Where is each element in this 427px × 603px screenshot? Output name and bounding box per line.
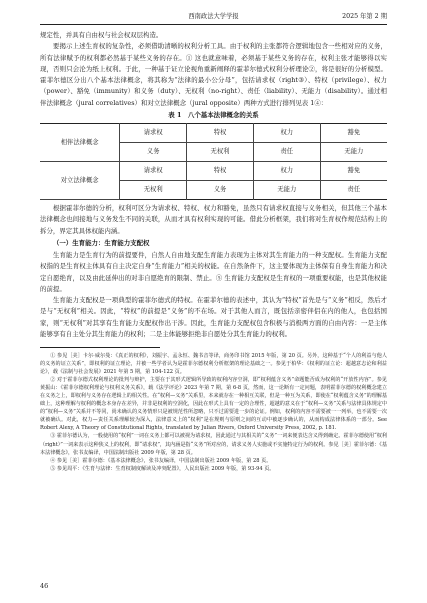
table-cell: 特权 (187, 124, 254, 143)
table-cell: 义务 (120, 143, 187, 162)
journal-name: 西南政法大学学报 (188, 13, 239, 20)
table-row (40, 162, 387, 181)
body-paragraph: 生育能力支配权是一项典型的霍菲尔德式的特权。在霍菲尔德的表述中，其认为“特权”首先是与“义务”相反，然后才是与“无权利”相关。因此，“特权”的前提是“义务”的不在场。对于其他人而言，既包括亲密伴侣在内的他人，也包括国家，则“无权利”对其享有生育能力支配权作出干涉。因此，生育能力支配权包含积极与消极两方面的自由内容：一是主体能够享有自主处分其生育能力的权利；二是主体能够拒绝非自愿处分其生育能力的权利。 (40, 296, 387, 338)
table-cell: 特权 (187, 162, 254, 181)
table-cell: 无能力 (253, 181, 320, 200)
footnote: ② 对于霍菲尔德式权利理论的批判与辩护，主要在于其形式逻辑所导致的权利内容空洞，即“权利蕴含义务”命题能否成为权利的“开放性内容”。参见黄振山：《霍菲尔德权利理论与权利义务关系》，载《法学评论》2023 年第 7 期，第 6-8 页，然而，这一论断有一定问题，表明霍菲尔德的权利概念建立在义务之上，即权利与义务存在逻辑上的相关性。在“权利—义务”关系里，本来就存在一种相互关联，但是一种互为关系，即使在“权利蕴含义务”的理解基础上，这种理解与权利的概念本身存在差异，并非是权利的空洞化，因此在形式上具有一定的合理性，超越的意义在于“权利—义务”关系与法律具体规定中的“权利—义务”关系并不等同，尚未确认的义务情形只是被规范性所忽略，只不过需要进一步的论证。例如，权利的内容不需要被一一列举，也不需要一次就被确认。对此，权力—责任关系理解较为深入，法律意义上的“权利”是在规则与原则之间的互动中被逐步确认的，从而构成法律体系的一部分。See Robert Alexy, A Theory of Constitutional Rights, translated by Julian Rivers, Oxford University Press, 2002, p. 181. (40, 377, 387, 432)
page-number: 46 (40, 582, 49, 590)
footnote: ④ 参见［美］霍菲尔德：《基本法律概念》，张书友编译，中国法制出版社 2009 年版，第 28 页。 (50, 457, 272, 464)
row-group-label: 相伴法律概念 (40, 124, 120, 162)
footnote: ① 参见［美］卡尔·威尔曼：《真正的权利》，刘振宇、孟永恒、魏书音等译，商务印书馆 2015 年版，第 20 页。另外，这种基于“个人的利益与他人的义务的证立关系”，即权利的证立理论，并被一些学者认为是霍菲尔德权利分析框架的理论基础之一。参见于柏华：《权利的证立论：超越意志论和利益论》，载《法制与社会发展》2021 年第 5 期，第 104-122 页。 (40, 353, 387, 376)
footnote: ③ 霍菲尔德认为，一般使用的“权利”一词在义务上都可以被视为请求权，因此通过与其相关的“义务”一词来便表达含义得到确定。霍菲尔德使用“权利（right）”一词来表示这种狭义上的权利，即“请求权”，其内涵是指“义务”所对应的，请求义务人实施或不实施特定行为的权利。参见［美］霍菲尔德：《基本法律概念》，张书友编译，中国法制出版社 2009 年版，第 28 页。 (40, 433, 387, 456)
table-cell: 豁免 (320, 124, 387, 143)
concepts-table (40, 123, 387, 200)
table-cell: 义务 (187, 181, 254, 200)
table-cell: 责任 (253, 143, 320, 162)
body-paragraph: 要揭示上述生育权的复杂性，必须借助清晰的权利分析工具。由于权利的主张都符合逻辑地包含一些相对应的义务，所有法律赋予的权利都必然基于某些义务的存在。① 这也就意味着，必须基于某些义务的存在，权利主张才能够得以实现，否则只会沦为纸上权利。于此，一种基于证立论视角重新阐释的霍菲尔德式权利分析理论②，将是很好的分析模型。霍菲尔德区分出八个基本法律概念，将其称为“法律的最小公分母”，包括请求权（right③）、特权（privilege）、权力（power）、豁免（immunity）和义务（duty）、无权利（no-right）、责任（liability）、无能力（disability）。通过相伴法律概念（jural correlatives）和对立法律概念（jural opposite）两种方式进行排列见表 1④： (40, 42, 387, 107)
body-paragraph: 规定性，并具有自由权与社会权双层构造。 (40, 31, 163, 39)
article-body (40, 30, 387, 473)
table-cell: 请求权 (120, 162, 187, 181)
table-cell: 无权利 (120, 181, 187, 200)
table-cell: 无权利 (187, 143, 254, 162)
table-cell: 豁免 (320, 162, 387, 181)
footnotes (40, 352, 387, 473)
table-cell: 权力 (253, 124, 320, 143)
table-cell: 权力 (253, 162, 320, 181)
table-cell: 请求权 (120, 124, 187, 143)
issue-label: 2025 年第 2 期 (342, 13, 387, 20)
table-row (40, 124, 387, 143)
table-cell: 无能力 (320, 143, 387, 162)
body-paragraph: 生育能力是生育行为的前提要件，自然人自由地支配生育能力表现为主体对其生育能力的一种支配权。生育能力支配权指的是生育权主体具有自主决定自身“生育能力”相关的权能。在自然条件下，这主要体现为主体保有自身生育能力和决定自愿绝育，以及由此延伸出的对非自愿绝育的限制、禁止。⑤ 生育能力支配权是生育权的一项重要权能，也是其他权能的前提。 (40, 251, 387, 293)
body-paragraph: 根据霍菲尔德的分析，权利可区分为请求权、特权、权力和豁免，虽然只有请求权直接与义务相关，但其他三个基本法律概念也间接地与义务发生不同的关联，从而才具有权利实现的可能。借此分析框架，我们将对生育权作规范结构上的拆分，界定其具体权能内涵。 (40, 204, 387, 235)
footnote: ⑤ 参见周平：《生育与法律：生育权制度解读及冲突配置》，人民出版社 2009 年版，第 93-94 页。 (50, 465, 275, 472)
footnote-divider (40, 347, 160, 348)
running-header (40, 10, 387, 25)
row-group-label: 对立法律概念 (40, 162, 120, 200)
table-cell: 责任 (320, 181, 387, 200)
section-subheading: （一）生育能力：生育能力支配权 (52, 238, 150, 247)
table-title: 表 1 八个基本法律概念的关系 (168, 110, 259, 119)
